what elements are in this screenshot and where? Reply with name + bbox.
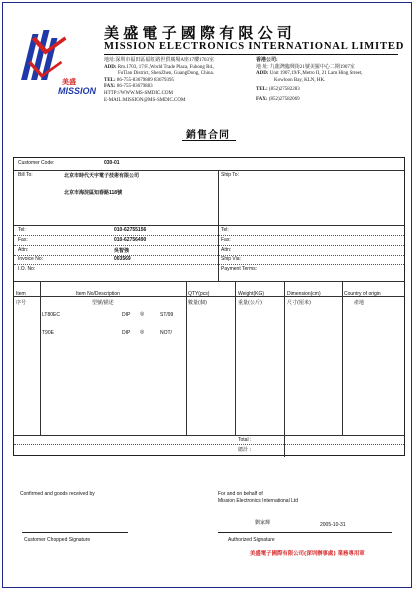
header-rule (104, 54, 398, 55)
row-line (14, 435, 404, 436)
row-line (14, 225, 404, 226)
item-part: T90E (42, 330, 54, 336)
ship-fax-label: Fax: (221, 237, 231, 243)
bill-to-line2: 北京市海淀區知春路118號 (64, 190, 123, 196)
ship-tel-label: Tel: (221, 227, 229, 233)
signer-name: 劉家輝 (255, 520, 271, 526)
col-line (235, 281, 236, 435)
item-mark: NOT/ (160, 330, 172, 336)
sz-fax: 86-755-83679883 (116, 84, 153, 90)
tel-label: Tel: (18, 227, 26, 233)
hongkong-address-block (256, 58, 363, 104)
col-weight-cn: 重量(公斤) (238, 300, 262, 306)
hk-fax: (852)27582069 (268, 96, 300, 102)
col-qty-en: QTY(pcs) (188, 291, 210, 297)
row-line (14, 235, 404, 236)
attn-value: 吳智強 (114, 248, 130, 254)
col-desc-en: Item No/Description (76, 291, 120, 297)
col-origin-en: Country of origin (344, 291, 381, 297)
col-line (284, 281, 285, 457)
col-weight-en: Weight(KG) (238, 291, 265, 297)
customer-code-label: Customer Code: (18, 160, 55, 166)
ship-attn-label: Attn: (221, 247, 232, 253)
col-desc-cn: 型號/描述 (92, 300, 114, 306)
item-marker: ◎ (140, 329, 145, 335)
ship-via-label: Ship Via: (221, 256, 241, 262)
customer-code-value: 030-01 (104, 160, 120, 166)
hk-title: 香港公司: (256, 58, 278, 63)
hk-tel: (852)27582283 (268, 87, 300, 93)
fax-value: 010-62756490 (114, 237, 147, 243)
logo-cn-text: 美盛 (62, 78, 76, 86)
for-behalf-text: For and on behalf of (218, 491, 263, 497)
customer-signature-label: Customer Chopped Signature (24, 537, 91, 543)
row-line (14, 255, 404, 256)
logo-text: MISSION (58, 86, 97, 96)
contract-form (13, 157, 405, 456)
col-origin-cn: 產地 (354, 300, 365, 306)
col-qty-cn: 數量(個) (188, 300, 207, 306)
invoice-no-value: 003569 (114, 256, 131, 262)
hk-addr1: Unit 1907,19/F.,Metro II, 21 Lam Hing Street, (269, 71, 363, 77)
sz-addr1: Rm.1703, 17/F.,World Trade Plaza, Fuhong Rd., (117, 64, 215, 70)
sz-addr-label: ADD: (104, 64, 117, 70)
sz-email: E-MAIL:MISSION@MS-SMDIC.COM (104, 97, 186, 103)
sz-addr2: FuTian District, ShenZhen, GuangDong, China. (118, 71, 214, 77)
document-title: 銷售合同 (186, 130, 230, 141)
item-marker: ◎ (140, 311, 145, 317)
hk-addr2: Kowloon Bay, KLN, HK. (274, 77, 326, 83)
authorized-signature-label: Authorized Signature (228, 537, 275, 543)
item-part: LT80EC (42, 312, 60, 318)
confirmed-received-text: Confirmed and goods received by (20, 491, 95, 497)
invoice-no-label: Invoice No: (18, 256, 44, 262)
sz-addr-cn: 地址:深圳市福田區福虹路世貿廣場A座17樓1703室 (104, 58, 215, 63)
col-line (186, 281, 187, 435)
col-dim-en: Dimension(cm) (287, 291, 321, 297)
customer-signature-line (22, 532, 128, 533)
attn-label: Attn: (18, 247, 29, 253)
row-line (14, 170, 404, 171)
authorized-signature-line (218, 532, 392, 533)
col-line (342, 281, 343, 435)
company-short-text: Mission Electronics International Ltd (218, 498, 299, 504)
col-dim-cn: 尺寸(厘米) (287, 300, 311, 306)
hk-tel-label: TEL: (256, 87, 268, 93)
signature-date: 2005-10-31 (320, 522, 346, 528)
col-item-cn: 序号 (16, 300, 27, 306)
title-underline (182, 140, 236, 141)
sz-fax-label: FAX: (104, 84, 116, 90)
row-line (14, 245, 404, 246)
item-pkg: DIP (122, 330, 131, 336)
col-line (40, 281, 41, 435)
col-item-en: Item (16, 291, 26, 297)
total-label-cn: 總計 : (238, 447, 252, 453)
item-pkg: DIP (122, 312, 131, 318)
sz-tel: 86-755-83679889 83679395 (116, 77, 175, 83)
io-no-label: I.O. No: (18, 266, 36, 272)
company-name-en: MISSION ELECTRONICS INTERNATIONAL LIMITED (104, 41, 405, 52)
item-mark: ST/99 (160, 312, 174, 318)
bill-to-line1: 北京市時代天宇電子技術有限公司 (64, 173, 140, 179)
row-line (14, 281, 404, 282)
sz-tel-label: TEL: (104, 77, 116, 83)
mission-logo (14, 28, 102, 104)
hk-addr-label: ADD: (256, 71, 269, 77)
payment-terms-label: Payment Terms: (221, 266, 258, 272)
row-line (14, 444, 404, 445)
sz-http: HTTP://WWW.MS-SMDIC.COM (104, 90, 173, 96)
fax-label: Fax: (18, 237, 28, 243)
col-line (218, 170, 219, 281)
company-stamp: 美盛電子國際有限公司(深圳辦事處) 業務專用章 (250, 551, 365, 557)
tel-value: 010-62755156 (114, 227, 147, 233)
company-name-cn: 美盛電子國際有限公司 (104, 24, 297, 42)
shenzhen-address-block (104, 58, 214, 104)
bill-to-label: Bill To: (18, 172, 33, 178)
row-line (14, 264, 404, 265)
hk-fax-label: FAX: (256, 96, 268, 102)
ship-to-label: Ship To: (221, 172, 239, 178)
total-label: Total : (238, 437, 252, 443)
hk-addr-cn: 地 址: 九龍灣臨興街21號美羅中心二期1907室 (256, 64, 355, 70)
